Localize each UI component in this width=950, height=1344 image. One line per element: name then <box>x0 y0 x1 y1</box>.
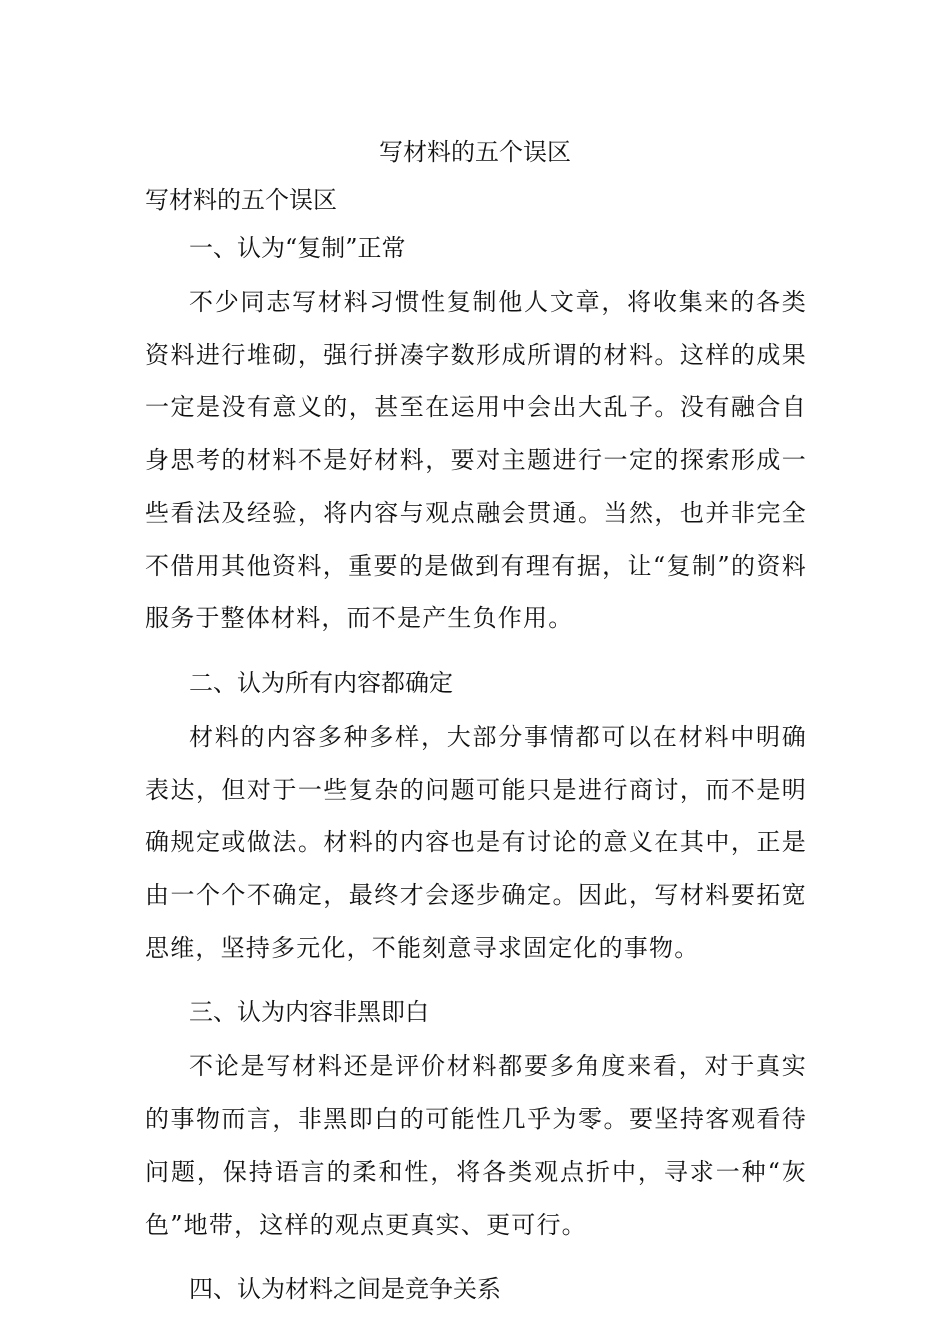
document-title: 写材料的五个误区 <box>379 138 571 166</box>
section-paragraph-1: 不少同志写材料习惯性复制他人文章，将收集来的各类资料进行堆砌，强行拼凑字数形成所谓的材料。这样的成果一定是没有意义的，甚至在运用中会出大乱子。没有融合自身思考的材料不是好材料，要对主题进行一定的探索形成一些看法及经验，将内容与观点融会贯通。当然，也并非完全不借用其他资料，重要的是做到有理有据，让“复制”的资料服务于整体材料，而不是产生负作用。 <box>145 288 807 633</box>
section-heading-3: 三、认为内容非黑即白 <box>189 998 429 1027</box>
document-subtitle: 写材料的五个误区 <box>145 186 337 214</box>
document-body <box>145 182 807 1317</box>
section-paragraph-2: 材料的内容多种多样，大部分事情都可以在材料中明确表达，但对于一些复杂的问题可能只是进行商讨，而不是明确规定或做法。材料的内容也是有讨论的意义在其中，正是由一个个不确定，最终才会逐步确定。因此，写材料要拓宽思维，坚持多元化，不能刻意寻求固定化的事物。 <box>145 722 807 962</box>
section-heading-4: 四、认为材料之间是竞争关系 <box>189 1275 501 1304</box>
section-heading-1: 一、认为“复制”正常 <box>189 234 406 262</box>
section-heading-2: 二、认为所有内容都确定 <box>189 668 453 697</box>
section-paragraph-3: 不论是写材料还是评价材料都要多角度来看，对于真实的事物而言，非黑即白的可能性几乎为零。要坚持客观看待问题，保持语言的柔和性，将各类观点折中，寻求一种“灰色”地带，这样的观点更真实、更可行。 <box>145 1052 807 1239</box>
